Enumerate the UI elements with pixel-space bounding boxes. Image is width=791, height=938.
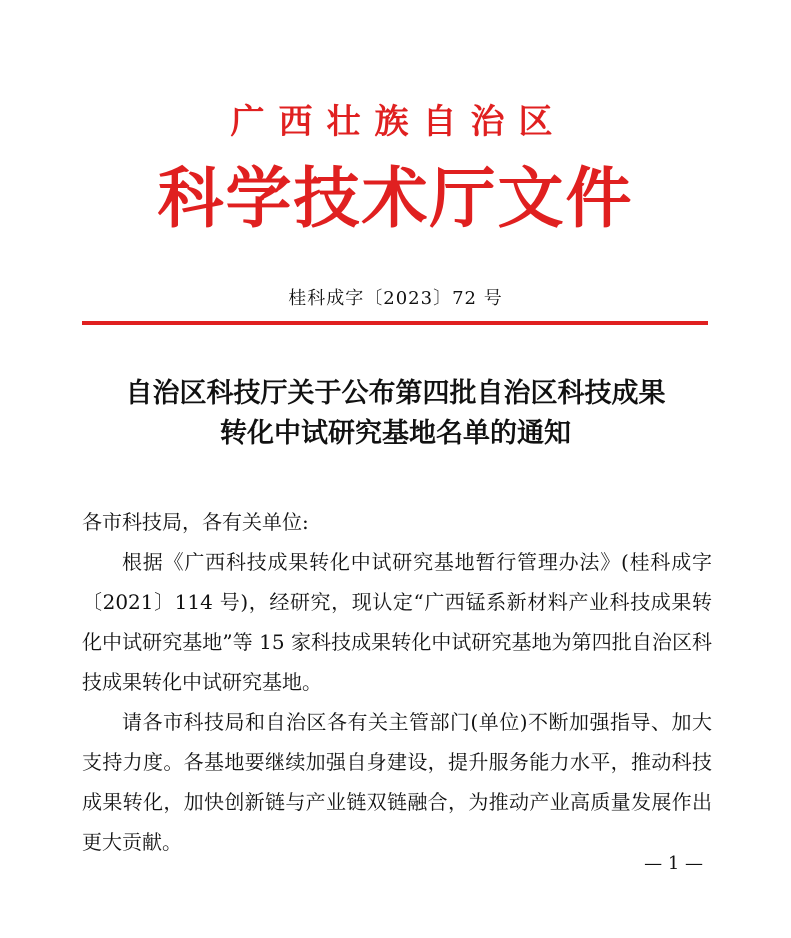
body-paragraph: 请各市科技局和自治区各有关主管部门(单位)不断加强指导、加大支持力度。各基地要继续加强自身建设，提升服务能力水平，推动科技成果转化，加快创新链与产业链双链融合，为推动产业高质量发展作出更大贡献。 (82, 710, 712, 854)
red-divider-line (82, 321, 708, 325)
document-body (82, 502, 712, 862)
page-number: — 1 — (644, 853, 703, 874)
salutation: 各市科技局，各有关单位: (82, 510, 309, 534)
issuer-region: 广西壮族自治区 (230, 102, 567, 142)
title-line-2: 转化中试研究基地名单的通知 (220, 418, 571, 449)
body-paragraph: 根据《广西科技成果转化中试研究基地暂行管理办法》(桂科成字〔2021〕114 号)，经研究，现认定“广西锰系新材料产业科技成果转化中试研究基地”等 15 家科技成果转化中试研究基地为第四批自治区科技成果转化中试研究基地。 (82, 550, 712, 694)
document-title (60, 374, 731, 454)
document-number: 桂科成字〔2023〕72 号 (288, 288, 503, 309)
issuer-name: 科学技术厅文件 (157, 159, 634, 237)
title-line-1: 自治区科技厅关于公布第四批自治区科技成果 (125, 378, 666, 409)
